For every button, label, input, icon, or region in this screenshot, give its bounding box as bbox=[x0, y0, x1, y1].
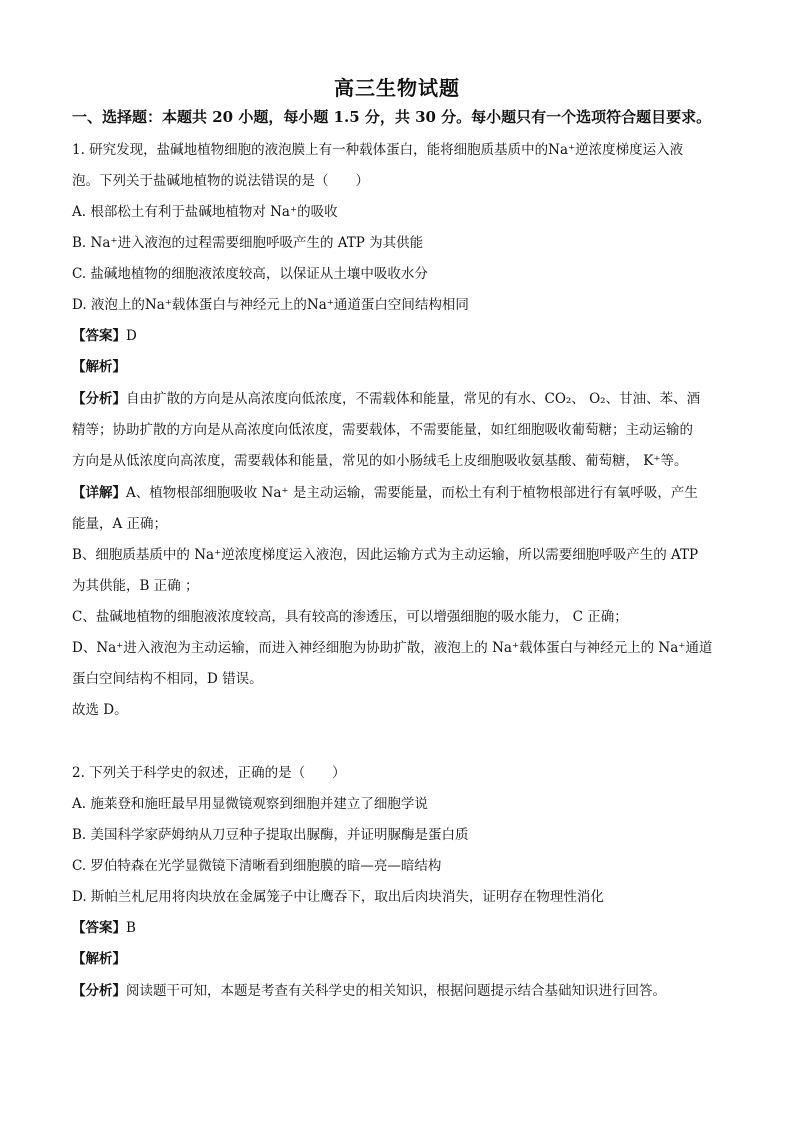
q2-stem: 2. 下列关于科学史的叙述，正确的是（ ） bbox=[72, 765, 346, 781]
q2-fenxi-line1 bbox=[72, 981, 666, 1001]
q1-fenxi-line1 bbox=[72, 389, 700, 409]
q1-option-a: A. 根部松土有利于盐碱地植物对 Na⁺的吸收 bbox=[72, 204, 338, 220]
q1-option-b: B. Na⁺进入液泡的过程需要细胞呼吸产生的 ATP 为其供能 bbox=[72, 235, 424, 251]
q2-option-d: D. 斯帕兰札尼用将肉块放在金属笼子中让鹰吞下，取出后肉块消失，证明存在物理性消化 bbox=[72, 889, 604, 905]
q1-xiangjie-line1 bbox=[72, 483, 698, 503]
q1-fenxi-line3: 方向是从低浓度向高浓度，需要载体和能量，常见的如小肠绒毛上皮细胞吸收氨基酸、葡萄糖， K⁺等。 bbox=[72, 453, 688, 469]
answer-tag: 【答案】 bbox=[72, 328, 126, 344]
q2-analysis-heading: 【解析】 bbox=[72, 951, 126, 967]
fenxi-tag: 【分析】 bbox=[72, 983, 126, 999]
q1-stem-line1: 1. 研究发现，盐碱地植物细胞的液泡膜上有一种载体蛋白，能将细胞质基质中的Na⁺逆浓度梯度运入液 bbox=[72, 142, 684, 158]
answer-value: B bbox=[126, 920, 136, 936]
page-title: 高三生物试题 bbox=[334, 76, 460, 100]
q1-d-line1: D、Na⁺进入液泡为主动运输，而进入神经细胞为协助扩散，液泡上的 Na⁺载体蛋白与神经元上的 Na⁺通道 bbox=[72, 640, 713, 656]
answer-value: D bbox=[126, 328, 137, 344]
q1-b-line1: B、细胞质基质中的 Na⁺逆浓度梯度运入液泡，因此运输方式为主动运输，所以需要细胞呼吸产生的 ATP bbox=[72, 547, 699, 563]
q1-xiangjie-line2: 能量，A 正确； bbox=[72, 516, 168, 532]
q1-option-d: D. 液泡上的Na⁺载体蛋白与神经元上的Na⁺通道蛋白空间结构相同 bbox=[72, 297, 469, 313]
q1-answer bbox=[72, 326, 137, 346]
q1-option-c: C. 盐碱地植物的细胞液浓度较高，以保证从土壤中吸收水分 bbox=[72, 266, 428, 282]
fenxi-text: 自由扩散的方向是从高浓度向低浓度，不需载体和能量，常见的有水、CO₂、 O₂、甘油、苯、酒 bbox=[126, 391, 701, 407]
answer-tag: 【答案】 bbox=[72, 920, 126, 936]
fenxi-text: 阅读题干可知，本题是考查有关科学史的相关知识，根据问题提示结合基础知识进行回答。 bbox=[126, 983, 666, 999]
fenxi-tag: 【分析】 bbox=[72, 391, 126, 407]
q1-stem-line2: 泡。下列关于盐碱地植物的说法错误的是（ ） bbox=[72, 173, 369, 189]
q2-option-a: A. 施莱登和施旺最早用显微镜观察到细胞并建立了细胞学说 bbox=[72, 796, 428, 812]
q1-conclusion: 故选 D。 bbox=[72, 702, 128, 718]
q2-answer bbox=[72, 918, 136, 938]
q1-analysis-heading: 【解析】 bbox=[72, 359, 126, 375]
xiangjie-tag: 【详解】 bbox=[72, 485, 126, 501]
q1-b-line2: 为其供能，B 正确 ； bbox=[72, 578, 199, 594]
section-heading: 一、选择题：本题共 20 小题，每小题 1.5 分，共 30 分。每小题只有一个选项符合题目要求。 bbox=[72, 108, 712, 126]
q2-option-b: B. 美国科学家萨姆纳从刀豆种子提取出脲酶，并证明脲酶是蛋白质 bbox=[72, 827, 469, 843]
q1-d-line2: 蛋白空间结构不相同，D 错误。 bbox=[72, 671, 263, 687]
q2-option-c: C. 罗伯特森在光学显微镜下清晰看到细胞膜的暗—亮—暗结构 bbox=[72, 858, 442, 874]
q1-fenxi-line2: 精等；协助扩散的方向是从高浓度向低浓度，需要载体，不需要能量，如红细胞吸收葡萄糖；主动运输的 bbox=[72, 422, 693, 438]
xiangjie-text: A、植物根部细胞吸收 Na⁺ 是主动运输，需要能量，而松土有利于植物根部进行有氧呼吸，产生 bbox=[126, 485, 698, 501]
q1-c-line: C、盐碱地植物的细胞液浓度较高，具有较高的渗透压，可以增强细胞的吸水能力， C 正确； bbox=[72, 609, 628, 625]
